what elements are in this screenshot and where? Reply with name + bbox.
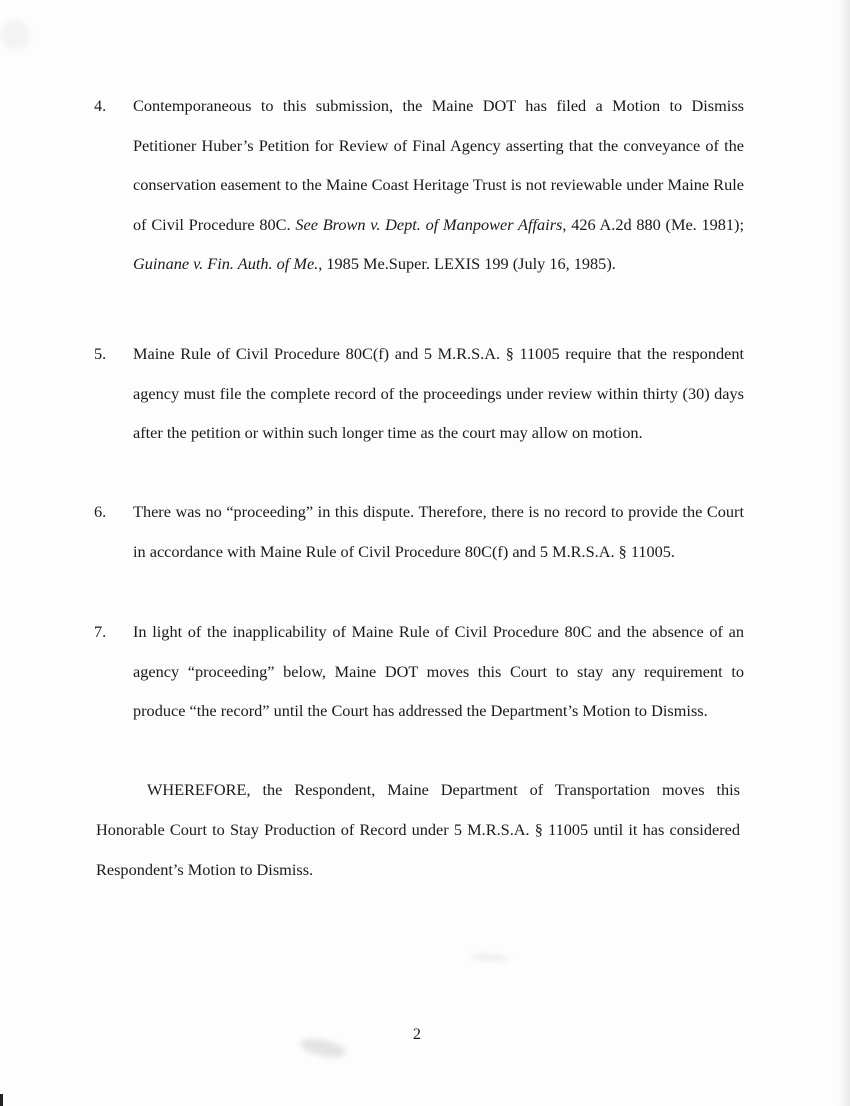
text-segment: , 426 A.2d 880 (Me. 1981); bbox=[562, 214, 745, 234]
paragraph-text: There was no “proceeding” in this dispute. Therefore, there is no record to provide the Court in accordance with Maine Rule of Civil Procedure 80C(f) and 5 M.R.S.A. § 11005. bbox=[133, 502, 744, 561]
text-segment: , 1985 Me.Super. LEXIS 199 (July 16, 1985). bbox=[318, 254, 616, 273]
paragraph-text: In light of the inapplicability of Maine Rule of Civil Procedure 80C and the absence of an agency “proceeding” below, Maine DOT moves this Court to stay any requirement to produce “the record” until the Court has addressed the Department’s Motion to Dismiss. bbox=[133, 622, 744, 720]
paragraph-number: 6. bbox=[94, 502, 107, 521]
numbered-paragraph-6 bbox=[94, 492, 744, 571]
text-segment: Contemporaneous to this submission, the Maine DOT has filed a Motion to Dismiss Petitioner Huber’s Petition for Review of Final Agency asserting that the conveyance of the conservation easement to the Maine Coast Heritage Trust is not reviewable under Maine Rule of Civil Procedure 80C. bbox=[133, 96, 744, 234]
paragraph-number: 5. bbox=[94, 344, 107, 363]
scan-smudge bbox=[470, 954, 510, 962]
numbered-paragraph-7 bbox=[94, 612, 744, 731]
case-citation: See Brown v. Dept. of Manpower Affairs bbox=[295, 214, 563, 234]
case-citation: Guinane v. Fin. Auth. of Me. bbox=[133, 254, 319, 273]
paragraph-text: Maine Rule of Civil Procedure 80C(f) and 5 M.R.S.A. § 11005 require that the respondent agency must file the complete record of the proceedings under review within thirty (30) days after the petition or within such longer time as the court may allow on motion. bbox=[133, 344, 744, 442]
scan-edge-shadow bbox=[838, 0, 850, 1106]
page-number-text: 2 bbox=[412, 1024, 422, 1043]
numbered-paragraph-5 bbox=[94, 334, 744, 453]
page-number bbox=[0, 1024, 850, 1044]
scan-edge-mark bbox=[0, 1094, 3, 1106]
paragraph-number: 4. bbox=[94, 96, 107, 115]
scan-smudge bbox=[0, 20, 30, 50]
wherefore-clause: WHEREFORE, the Respondent, Maine Department of Transportation moves this Honorable Court to Stay Production of Record under 5 M.R.S.A. § 11005 until it has considered Respondent’s Motion to Dismiss. bbox=[96, 780, 740, 879]
paragraph-number: 7. bbox=[94, 622, 107, 641]
paragraph-text bbox=[133, 86, 744, 284]
numbered-paragraph-4 bbox=[94, 86, 744, 284]
